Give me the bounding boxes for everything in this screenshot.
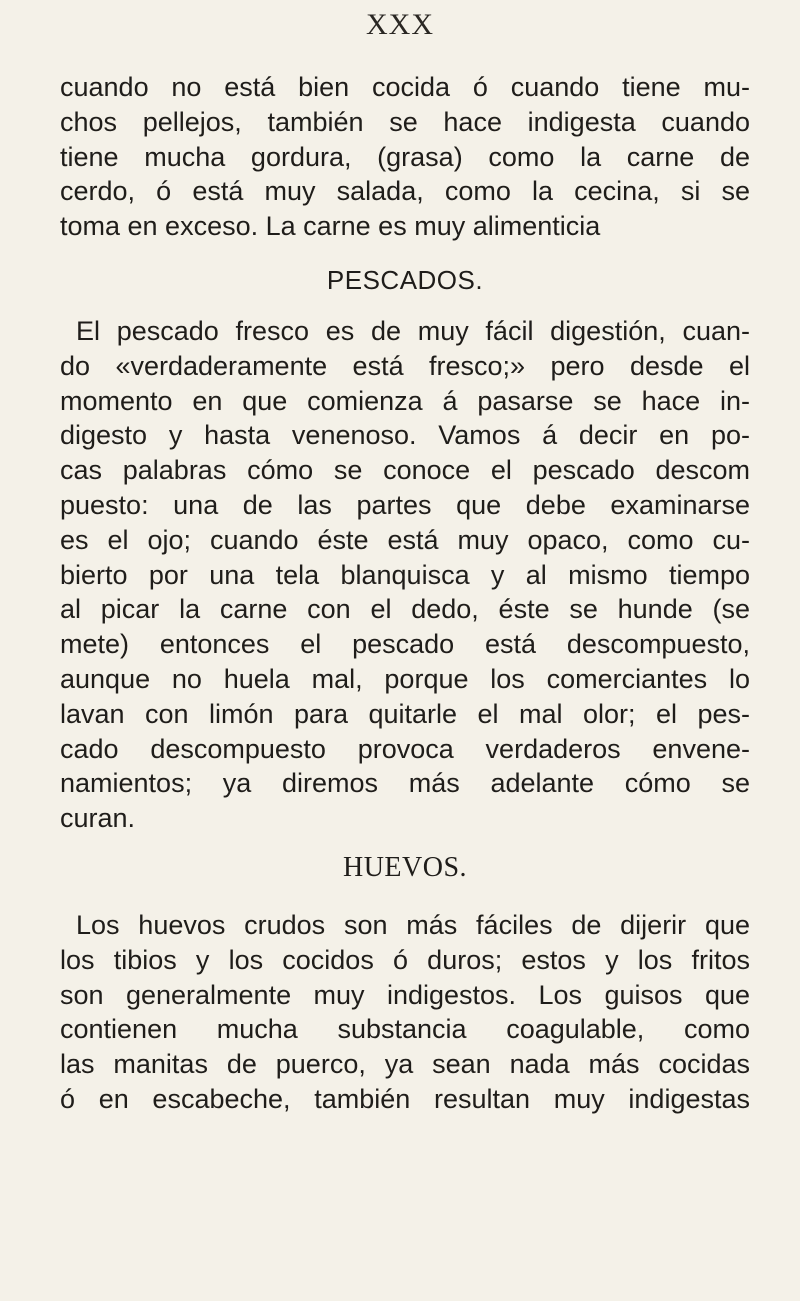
text-line: bierto por una tela blanquisca y al mismo tiempo <box>60 559 750 590</box>
text-line: cuando no está bien cocida ó cuando tiene mu- <box>60 72 750 102</box>
text-line: namientos; ya diremos más adelante cómo se <box>60 768 750 799</box>
text-line: toma en exceso. La carne es muy alimenticia <box>60 211 601 242</box>
paragraph-pescados <box>60 314 750 836</box>
section-heading-pescados: PESCADOS. <box>326 264 484 295</box>
text-line: cado descompuesto provoca verdaderos envene- <box>60 733 750 764</box>
text-line: son generalmente muy indigestos. Los guisos que <box>60 979 750 1010</box>
text-line: contienen mucha substancia coagulable, como <box>60 1014 750 1045</box>
text-line: cerdo, ó está muy salada, como la cecina, si se <box>60 176 750 207</box>
text-line: al picar la carne con el dedo, éste se hunde (se <box>60 594 750 625</box>
text-line: Los huevos crudos son más fáciles de dijerir que <box>76 909 750 940</box>
text-line: El pescado fresco es de muy fácil digestión, cuan- <box>76 315 750 346</box>
text-line: aunque no huela mal, porque los comerciantes lo <box>60 663 750 694</box>
paragraph-huevos <box>60 908 750 1117</box>
text-line: digesto y hasta venenoso. Vamos á decir en po- <box>60 420 750 451</box>
page-text <box>60 70 750 1117</box>
text-line: los tibios y los cocidos ó duros; estos y los fritos <box>60 944 750 975</box>
text-line: chos pellejos, también se hace indigesta cuando <box>60 106 750 137</box>
text-line: mete) entonces el pescado está descompuesto, <box>60 629 750 660</box>
text-line: las manitas de puerco, ya sean nada más cocidas <box>60 1049 750 1080</box>
text-line: ó en escabeche, también resultan muy indigestas <box>60 1083 750 1114</box>
text-line: puesto: una de las partes que debe examinarse <box>60 489 750 520</box>
text-line: do «verdaderamente está fresco;» pero desde el <box>60 350 750 381</box>
section-heading-huevos: HUEVOS. <box>342 851 468 883</box>
text-line: lavan con limón para quitarle el mal olor; el pes- <box>60 698 750 729</box>
page-folio: XXX <box>366 8 434 41</box>
text-line: es el ojo; cuando éste está muy opaco, como cu- <box>60 524 750 555</box>
text-line: curan. <box>60 803 136 834</box>
paragraph-meat-continuation <box>60 70 750 244</box>
text-line: tiene mucha gordura, (grasa) como la carne de <box>60 141 750 172</box>
text-line: cas palabras cómo se conoce el pescado descom <box>60 455 750 486</box>
text-line: momento en que comienza á pasarse se hace in- <box>60 385 750 416</box>
